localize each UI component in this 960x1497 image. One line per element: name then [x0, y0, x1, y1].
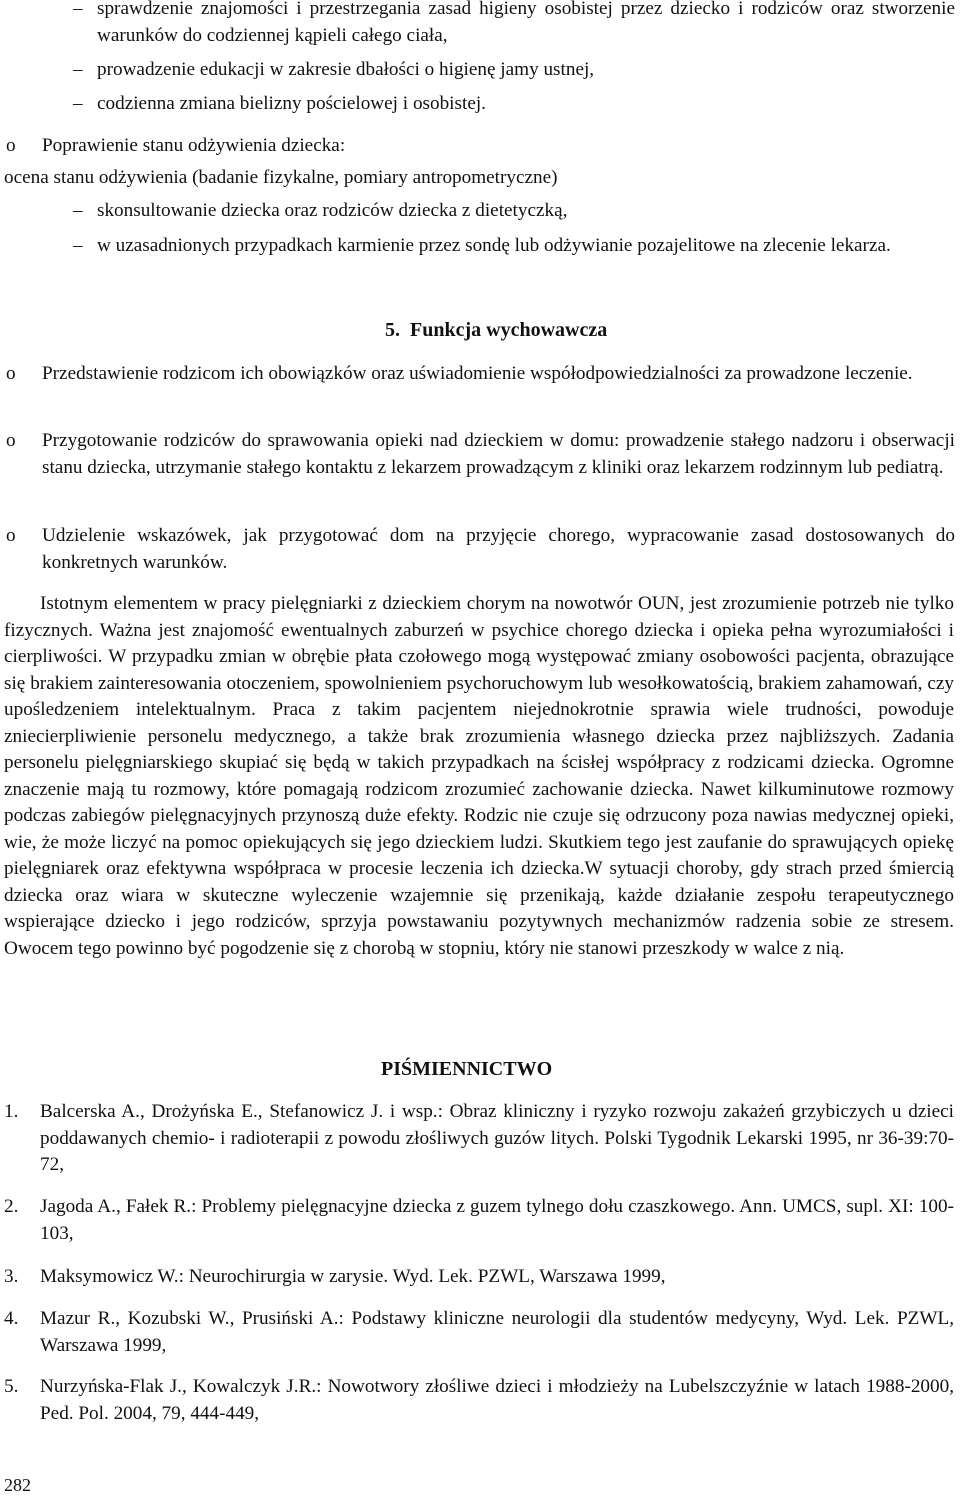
reference-number: 2. — [4, 1196, 19, 1217]
reference-text: Jagoda A., Fałek R.: Problemy pielęgnacyjne dziecka z guzem tylnego dołu czaszkowego. Ann. UMCS, supl. XI: 100-103, — [40, 1196, 954, 1244]
bullet-marker: o — [6, 363, 16, 384]
section-item — [0, 428, 955, 481]
body-paragraph: Istotnym elementem w pracy pielęgniarki z dzieckiem chorym na nowotwór OUN, jest zrozumienie potrzeb nie tylko fizycznych. Ważna jest znajomość ewentualnych zaburzeń w psychice chorego dziecka i opieka pełna wyrozumiałości i cierpliwości. W przypadku zmian w obrębie płata czołowego mogą występować zmiany osobowości pacjenta, obrazujące się brakiem zainteresowania otoczeniem, spowolnieniem psychoruchowym lub wesołkowatością, brakiem zahamowań, czy upośledzeniem intelektualnym. Praca z takim pacjentem niejednokrotnie sprawia wiele trudności, powoduje zniecierpliwienie personelu medycznego, a także brak zrozumienia własnego dziecka przez najbliższych. Zadania personelu pielęgniarskiego skupiać się będą w takich przypadkach na ścisłej współpracy z rodzicami dziecka. Ogromne znaczenie mają tu rozmowy, które pomagają rodzicom zrozumieć zachowanie dziecka. Nawet kilkuminutowe rozmowy podczas zabiegów pielęgnacyjnych przynoszą duże efekty. Rodzic nie czuje się odrzucony poza nawias medycznej opieki, wie, że może liczyć na pomoc opiekujących się jego dzieckiem ludzi. Skutkiem tego jest zaufanie do sprawujących opiekę pielęgniarek oraz efektywna współpraca w procesie leczenia ich dziecka.W sytuacji choroby, gdy strach przed śmiercią dziecka oraz wiara w skuteczne wyleczenie wzajemnie się przenikają, każde działanie zespołu terapeutycznego wspierające dziecko i jego rodziców, sprzyja powstawaniu pozytywnych mechanizmów radzenia sobie ze stresem. Owocem tego powinno być pogodzenie się z chorobą w stopniu, który nie stanowi przeszkody w walce z nią. — [4, 593, 954, 959]
nutrition-item — [55, 233, 955, 260]
bullet-marker: o — [6, 525, 16, 546]
section-item-text: Udzielenie wskazówek, jak przygotować dom na przyjęcie chorego, wypracowanie zasad dostosowanych do konkretnych warunków. — [42, 525, 955, 573]
reference-number: 4. — [4, 1308, 19, 1329]
reference-number: 5. — [4, 1376, 19, 1397]
page-number: 282 — [4, 1475, 31, 1495]
hygiene-item-text: sprawdzenie znajomości i przestrzegania zasad higieny osobistej przez dziecko i rodziców oraz stworzenie warunków do codziennej kąpieli całego ciała, — [97, 0, 955, 46]
dash-marker: – — [73, 200, 83, 221]
section-item — [0, 523, 955, 576]
reference-text: Maksymowicz W.: Neurochirurgia w zarysie. Wyd. Lek. PZWL, Warszawa 1999, — [40, 1266, 666, 1287]
reference-text: Nurzyńska-Flak J., Kowalczyk J.R.: Nowotwory złośliwe dzieci i młodzieży na Lubelszczyźnie w latach 1988-2000, Ped. Pol. 2004, 79, 444-449, — [40, 1376, 954, 1424]
section-item-text: Przygotowanie rodziców do sprawowania opieki nad dzieckiem w domu: prowadzenie stałego nadzoru i obserwacji stanu dziecka, utrzymanie stałego kontaktu z lekarzem prowadzącym z kliniki oraz lekarzem rodzinnym lub pediatrą. — [42, 430, 955, 478]
dash-marker: – — [73, 0, 83, 19]
hygiene-item-text: prowadzenie edukacji w zakresie dbałości o higienę jamy ustnej, — [97, 59, 595, 80]
reference-number: 1. — [4, 1101, 19, 1122]
reference-item — [4, 1194, 954, 1247]
reference-item — [4, 1374, 954, 1427]
bullet-marker: o — [6, 430, 16, 451]
reference-item — [4, 1264, 954, 1291]
nutrition-item — [55, 198, 955, 225]
reference-item — [4, 1306, 954, 1359]
dash-marker: – — [73, 235, 83, 256]
reference-item — [4, 1099, 954, 1179]
nutrition-assessment: ocena stanu odżywienia (badanie fizykalne, pomiary antropometryczne) — [4, 167, 558, 188]
nutrition-heading: Poprawienie stanu odżywienia dziecka: — [42, 135, 346, 156]
hygiene-item — [55, 0, 955, 49]
references-heading: PIŚMIENNICTWO — [381, 1058, 553, 1080]
reference-text: Balcerska A., Drożyńska E., Stefanowicz J. i wsp.: Obraz kliniczny i ryzyko rozwoju zakażeń grzybiczych u dzieci poddawanych chemio- i radioterapii z powodu złośliwych guzów litych. Polski Tygodnik Lekarski 1995, nr 36-39:70-72, — [40, 1101, 954, 1175]
section-item-text: Przedstawienie rodzicom ich obowiązków oraz uświadomienie współodpowiedzialności za prowadzone leczenie. — [42, 363, 913, 384]
nutrition-item-text: w uzasadnionych przypadkach karmienie przez sondę lub odżywianie pozajelitowe na zlecenie lekarza. — [97, 235, 891, 256]
nutrition-heading-item — [0, 133, 955, 160]
hygiene-item — [55, 57, 955, 84]
section-heading — [385, 319, 607, 342]
dash-marker: – — [73, 59, 83, 80]
bullet-marker: o — [6, 135, 16, 156]
reference-text: Mazur R., Kozubski W., Prusiński A.: Podstawy kliniczne neurologii dla studentów medycyny, Wyd. Lek. PZWL, Warszawa 1999, — [40, 1308, 954, 1356]
dash-marker: – — [73, 93, 83, 114]
section-title: Funkcja wychowawcza — [410, 319, 608, 341]
nutrition-item-text: skonsultowanie dziecka oraz rodziców dziecka z dietetyczką, — [97, 200, 568, 221]
hygiene-item-text: codzienna zmiana bielizny pościelowej i osobistej. — [97, 93, 486, 114]
hygiene-item — [55, 91, 955, 118]
section-number: 5. — [385, 319, 400, 341]
section-item — [0, 361, 955, 388]
reference-number: 3. — [4, 1266, 19, 1287]
